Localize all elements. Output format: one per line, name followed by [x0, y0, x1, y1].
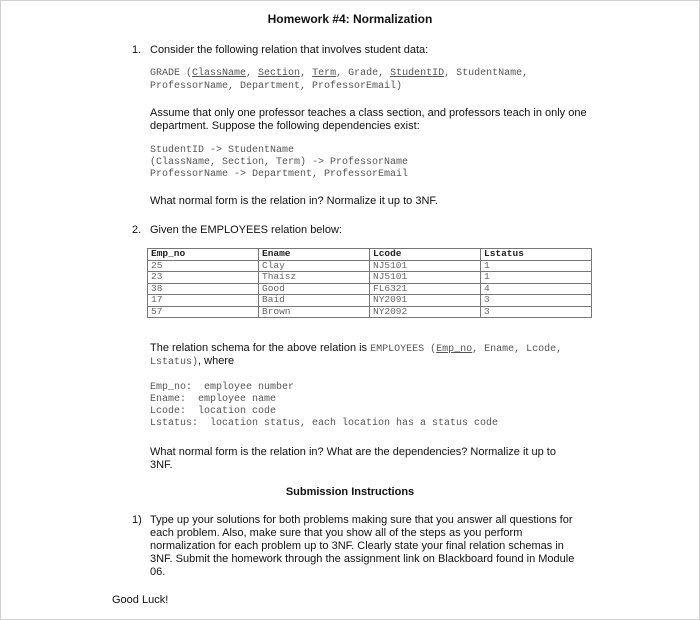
col-header-lstatus: Lstatus — [481, 249, 592, 261]
schema-key-section: Section — [258, 68, 301, 79]
schema-code: , Ename, Lcode, — [472, 344, 563, 355]
cell: 1 — [481, 272, 592, 284]
q2-def-lcode: Lcode: location code — [150, 406, 277, 417]
q2-schema-line2 — [150, 355, 234, 369]
cell: 1 — [481, 260, 592, 272]
table-row — [148, 306, 592, 318]
table-header-row — [148, 249, 592, 261]
cell: 3 — [481, 295, 592, 307]
schema-sep: , — [246, 68, 259, 79]
q1-question: What normal form is the relation in? Normalize it up to 3NF. — [150, 195, 438, 207]
col-header-lcode: Lcode — [370, 249, 481, 261]
cell: Baid — [259, 295, 370, 307]
cell: 3 — [481, 306, 592, 318]
cell: FL6321 — [370, 283, 481, 295]
cell: Clay — [259, 260, 370, 272]
cell: Brown — [259, 306, 370, 318]
q1-number: 1. — [132, 44, 142, 56]
page-title: Homework #4: Normalization — [267, 12, 433, 26]
table-row — [148, 295, 592, 307]
table-row — [148, 260, 592, 272]
schema-key-studentid: StudentID — [390, 68, 445, 79]
cell: NJ5101 — [370, 272, 481, 284]
q1-dependency-2: (ClassName, Section, Term) -> ProfessorName — [150, 157, 409, 168]
submission-line3: normalization for each problem up to 3NF. Clearly state your final relation schemas in — [150, 540, 564, 552]
q2-prompt: Given the EMPLOYEES relation below: — [150, 224, 342, 236]
q2-question-line1: What normal form is the relation in? What are the dependencies? Normalize it up to — [150, 446, 556, 458]
q1-prompt: Consider the following relation that involves student data: — [150, 44, 429, 56]
q1-assume-line2: department. Suppose the following dependencies exist: — [150, 120, 420, 132]
table-row — [148, 272, 592, 284]
schema-text: The relation schema for the above relation is — [150, 342, 371, 354]
q2-def-ename: Ename: employee name — [150, 394, 277, 405]
q2-question-line2: 3NF. — [150, 459, 173, 471]
cell: 23 — [148, 272, 259, 284]
submission-heading: Submission Instructions — [285, 486, 415, 498]
q1-schema-line2: ProfessorName, Department, ProfessorEmail) — [150, 81, 403, 92]
submission-line5: 06. — [150, 566, 166, 578]
schema-code: Lstatus) — [150, 357, 199, 368]
schema-key-term: Term — [312, 68, 337, 79]
schema-text: , where — [198, 355, 235, 367]
employees-table — [147, 248, 592, 318]
schema-rest: , StudentName, — [444, 68, 529, 79]
cell: 57 — [148, 306, 259, 318]
cell: Thaisz — [259, 272, 370, 284]
q1-dependency-3: ProfessorName -> Department, ProfessorEmail — [150, 169, 409, 180]
col-header-ename: Ename — [259, 249, 370, 261]
cell: 38 — [148, 283, 259, 295]
q1-dependency-1: StudentID -> StudentName — [150, 145, 295, 156]
schema-key-emp-no: Emp_no — [436, 344, 473, 355]
table-row — [148, 283, 592, 295]
submission-line4: 3NF. Submit the homework through the assignment link on Blackboard found in Module — [150, 553, 575, 565]
q2-def-lstatus: Lstatus: location status, each location has a status code — [150, 418, 499, 429]
cell: NY2092 — [370, 306, 481, 318]
schema-mid: , Grade, — [336, 68, 391, 79]
cell: 25 — [148, 260, 259, 272]
schema-code: EMPLOYEES ( — [370, 344, 437, 355]
q2-def-emp-no: Emp_no: employee number — [150, 382, 295, 393]
cell: Good — [259, 283, 370, 295]
schema-prefix: GRADE ( — [150, 68, 193, 79]
q1-assume-line1: Assume that only one professor teaches a class section, and professors teach in only one — [150, 107, 587, 119]
q1-schema-line1 — [150, 68, 528, 81]
cell: 4 — [481, 283, 592, 295]
submission-line1: Type up your solutions for both problems making sure that you answer all questions for — [150, 514, 573, 526]
footer-good-luck: Good Luck! — [112, 594, 169, 606]
schema-sep: , — [300, 68, 313, 79]
schema-key-classname: ClassName — [192, 68, 247, 79]
cell: NJ5101 — [370, 260, 481, 272]
col-header-emp-no: Emp_no — [148, 249, 259, 261]
submission-line2: each problem. Also, make sure that you show all of the steps as you perform — [150, 527, 523, 539]
q2-schema-line1 — [150, 342, 562, 356]
q2-number: 2. — [132, 224, 142, 236]
cell: NY2091 — [370, 295, 481, 307]
cell: 17 — [148, 295, 259, 307]
submission-number: 1) — [132, 514, 142, 526]
